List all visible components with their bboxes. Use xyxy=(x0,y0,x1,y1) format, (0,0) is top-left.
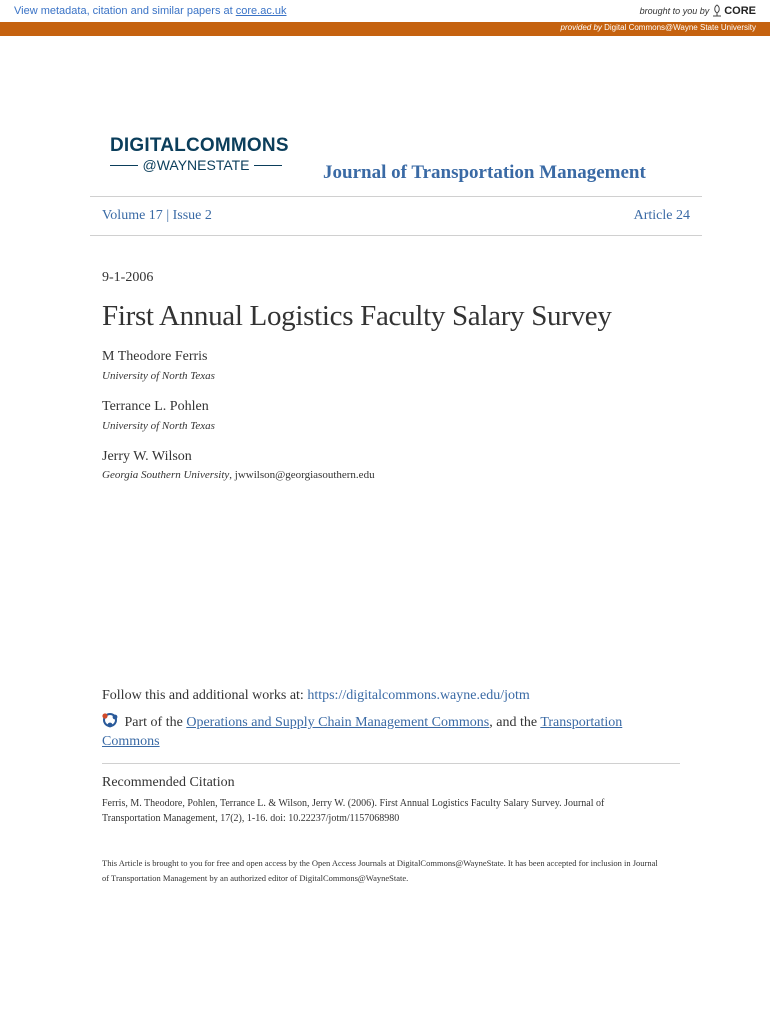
core-link[interactable]: core.ac.uk xyxy=(235,5,287,17)
logo-rule-left xyxy=(110,165,138,166)
core-banner xyxy=(0,0,770,22)
affiliation-name: Georgia Southern University xyxy=(102,469,230,481)
paper-title: First Annual Logistics Faculty Salary Survey xyxy=(102,300,612,332)
logo-rule-right xyxy=(254,165,282,166)
author-affiliation xyxy=(102,420,215,432)
volume-issue xyxy=(102,208,212,224)
recommended-citation-text: Ferris, M. Theodore, Pohlen, Terrance L. & Wilson, Jerry W. (2006). First Annual Logistics Faculty Salary Survey. Journal of Transportation Management, 17(2), 1-16. doi: 10.22237/jotm/1157068980 xyxy=(102,798,605,824)
author-name: Terrance L. Pohlen xyxy=(102,399,209,414)
provided-by-bar xyxy=(0,22,770,36)
core-metadata-line xyxy=(14,5,287,17)
follow-link[interactable]: https://digitalcommons.wayne.edu/jotm xyxy=(307,688,530,703)
provided-by-label: provided by xyxy=(560,23,602,32)
author-affiliation xyxy=(102,469,375,481)
open-access-note: This Article is brought to you for free and open access by the Open Access Journals at DigitalCommons@WayneState. It has been accepted for inclusion in Journal of Transportation Management by an authorized editor of DigitalCommons@WayneState. xyxy=(102,858,658,883)
recommended-citation-heading: Recommended Citation xyxy=(102,775,235,790)
provided-by-source: Digital Commons@Wayne State University xyxy=(604,23,756,32)
author-name: M Theodore Ferris xyxy=(102,349,208,364)
logo-wayne-text: @WAYNESTATE xyxy=(142,157,250,173)
header-divider-top xyxy=(90,196,702,197)
article-number[interactable]: Article 24 xyxy=(633,208,690,223)
author-affiliation xyxy=(102,370,215,382)
transportation-commons-link[interactable]: Transportation Commons xyxy=(102,715,623,749)
core-logo-icon xyxy=(712,4,722,17)
follow-line xyxy=(102,688,530,704)
brought-to-you-text: brought to you by xyxy=(639,5,710,16)
volume-link[interactable]: Volume 17 xyxy=(102,208,163,223)
logo-line2 xyxy=(110,157,282,173)
volume-issue-separator: | xyxy=(166,208,170,223)
author-name: Jerry W. Wilson xyxy=(102,449,192,464)
issue-link[interactable]: Issue 2 xyxy=(172,208,212,223)
affiliation-name: University of North Texas xyxy=(102,370,215,382)
publication-date: 9-1-2006 xyxy=(102,270,154,285)
follow-prefix: Follow this and additional works at: xyxy=(102,688,308,703)
logo-line1: DIGITALCOMMONS xyxy=(110,135,289,156)
part-of-prefix: Part of the xyxy=(121,715,187,730)
provided-by-text[interactable] xyxy=(561,23,756,32)
core-metadata-text: View metadata, citation and similar papers at xyxy=(14,5,236,17)
author-email[interactable]: , jwwilson@georgiasouthern.edu xyxy=(229,469,375,481)
core-logo-text: CORE xyxy=(724,4,756,17)
operations-commons-link[interactable]: Operations and Supply Chain Management Commons xyxy=(186,715,490,730)
network-icon xyxy=(102,712,119,728)
header-divider-bottom xyxy=(90,235,702,236)
digital-commons-logo[interactable] xyxy=(110,135,289,173)
part-of-middle: , and the xyxy=(489,715,541,730)
core-brought-by[interactable] xyxy=(640,4,756,17)
core-logo xyxy=(712,4,756,17)
part-of-line xyxy=(102,712,662,751)
citation-divider xyxy=(102,763,680,764)
affiliation-name: University of North Texas xyxy=(102,420,215,432)
journal-title[interactable]: Journal of Transportation Management xyxy=(323,162,646,183)
